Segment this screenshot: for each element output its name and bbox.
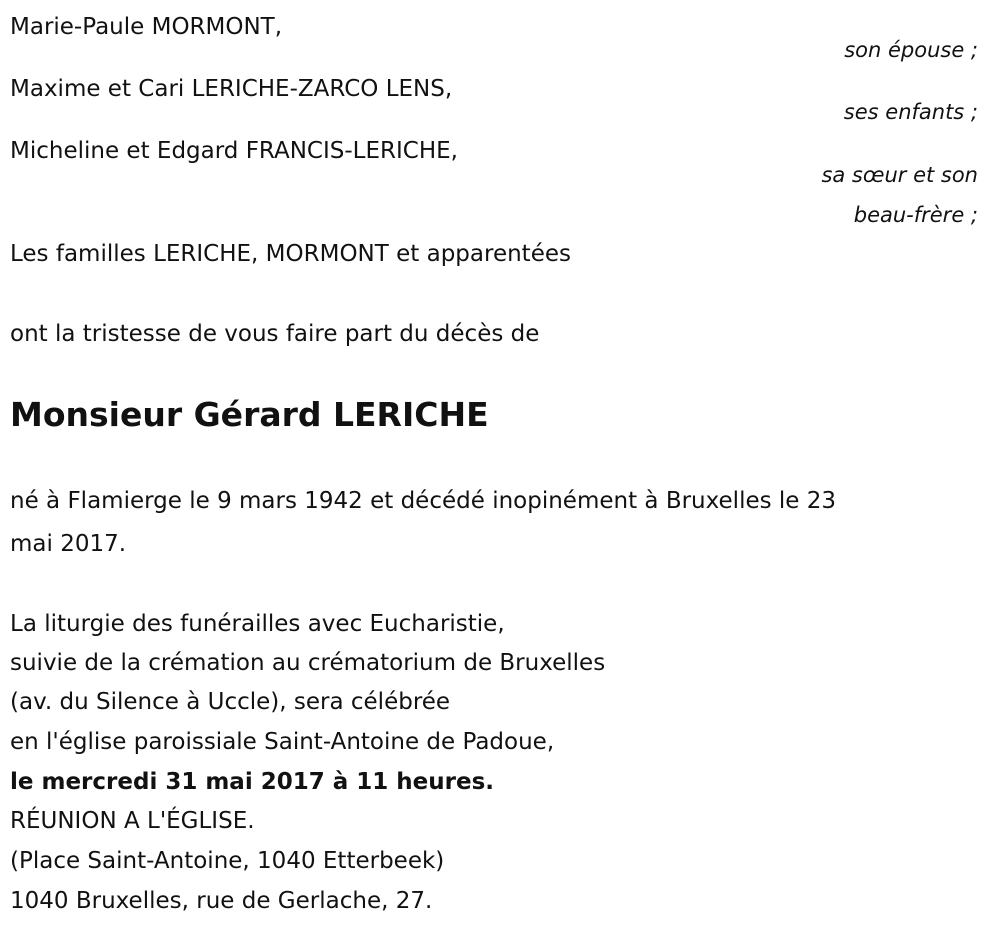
- ceremony-line: (Place Saint-Antoine, 1040 Etterbeek): [10, 848, 445, 874]
- ceremony-line: (av. du Silence à Uccle), sera célébrée: [10, 689, 451, 715]
- family-member-spouse: Marie-Paule MORMONT,: [10, 14, 283, 40]
- ceremony-line: La liturgie des funérailles avec Eucharistie,: [10, 611, 505, 637]
- ceremony-line: suivie de la crémation au crématorium de Bruxelles: [10, 650, 606, 676]
- family-member-sister: Micheline et Edgard FRANCIS-LERICHE,: [10, 138, 458, 164]
- families-line: Les familles LERICHE, MORMONT et apparentées: [10, 241, 571, 267]
- relation-spouse: son épouse ;: [844, 38, 978, 62]
- ceremony-line: RÉUNION A L'ÉGLISE.: [10, 808, 255, 834]
- relation-sister-1: sa sœur et son: [821, 163, 978, 187]
- ceremony-line: en l'église paroissiale Saint-Antoine de Padoue,: [10, 729, 555, 755]
- ceremony-address: 1040 Bruxelles, rue de Gerlache, 27.: [10, 888, 433, 914]
- deceased-name: Monsieur Gérard LERICHE: [10, 395, 489, 434]
- birth-death-line-2: mai 2017.: [10, 531, 127, 557]
- birth-death-line-1: né à Flamierge le 9 mars 1942 et décédé inopinément à Bruxelles le 23: [10, 488, 837, 514]
- family-member-children: Maxime et Cari LERICHE-ZARCO LENS,: [10, 76, 453, 102]
- ceremony-date: le mercredi 31 mai 2017 à 11 heures.: [10, 769, 494, 795]
- relation-children: ses enfants ;: [843, 100, 978, 124]
- announcement: ont la tristesse de vous faire part du décès de: [10, 321, 540, 347]
- relation-sister-2: beau-frère ;: [853, 203, 978, 227]
